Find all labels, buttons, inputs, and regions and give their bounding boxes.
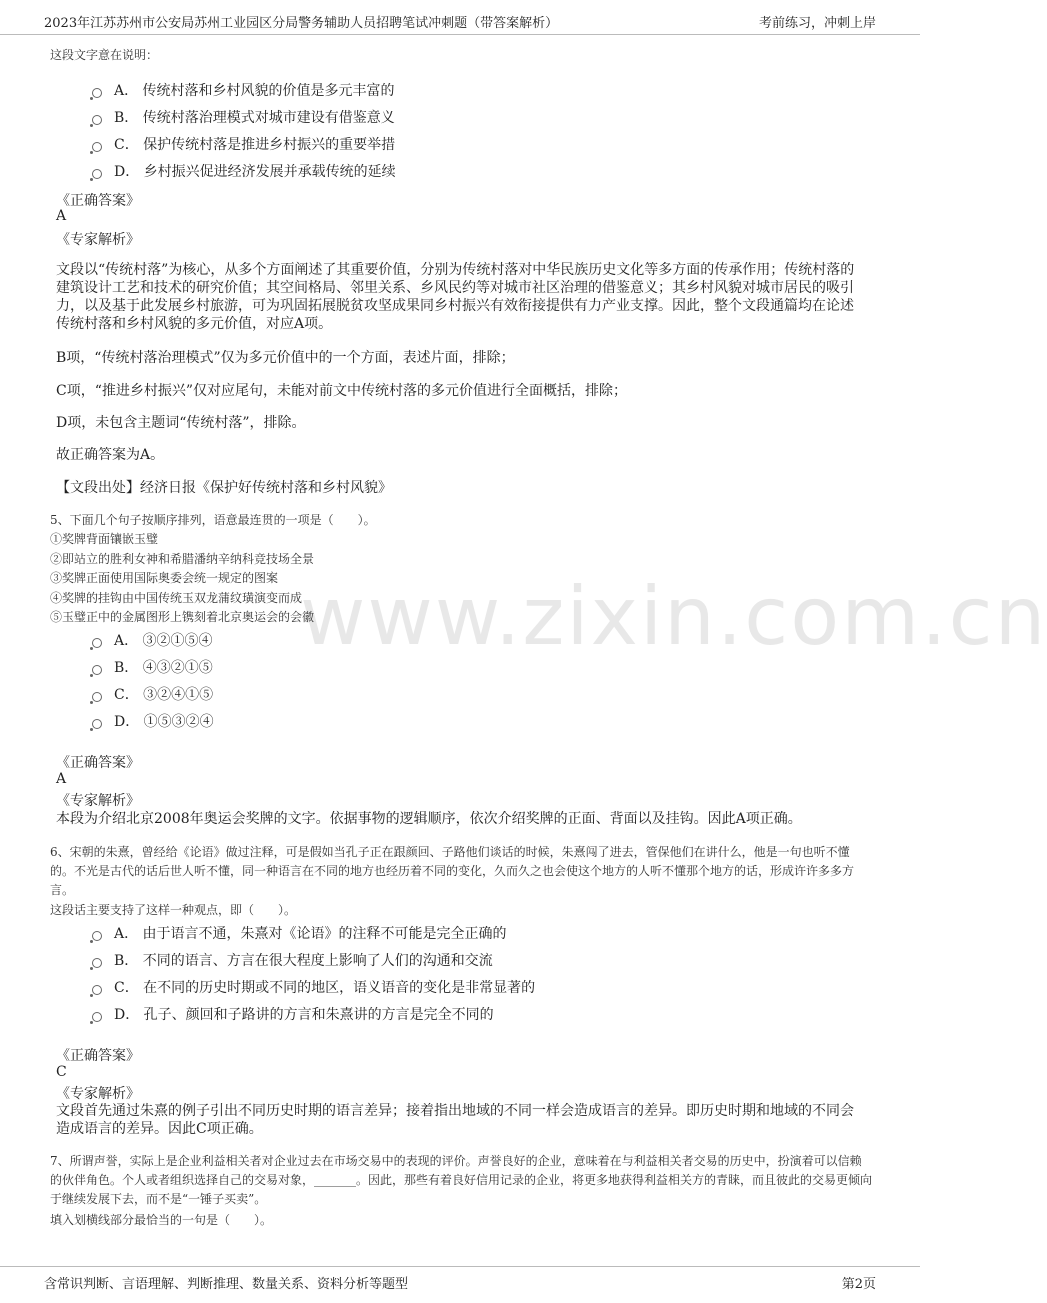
q6-answer: C	[56, 1064, 67, 1080]
q4-option-a[interactable]: A． 传统村落和乡村风貌的价值是多元丰富的	[92, 80, 395, 100]
q5-option-c[interactable]: C． ③②④①⑤	[92, 684, 213, 704]
q6-analysis: 文段首先通过朱熹的例子引出不同历史时期的语言差异；接着指出地域的不同一样会造成语言的差异。即历史时期和地域的不同会造成语言的差异。因此C项正确。	[56, 1103, 854, 1137]
q5-question: 5、下面几个句子按顺序排列，语意最连贯的一项是（ ）。	[50, 513, 376, 527]
radio-icon[interactable]	[92, 692, 102, 702]
q5-answer: A	[56, 771, 67, 787]
q4-conclusion: 故正确答案为A。	[56, 447, 165, 463]
radio-icon[interactable]	[92, 142, 102, 152]
page-header	[0, 0, 920, 35]
q5-analysis-label: 《专家解析》	[56, 793, 140, 809]
q5-item-4: ④奖牌的挂钩由中国传统玉双龙蒲纹璜演变而成	[50, 591, 303, 605]
q6-analysis-label: 《专家解析》	[56, 1086, 140, 1102]
q4-answer: A	[56, 208, 67, 224]
q5-item-3: ③奖牌正面使用国际奥委会统一规定的图案	[50, 571, 279, 585]
q4-option-d[interactable]: D． 乡村振兴促进经济发展并承载传统的延续	[92, 161, 396, 181]
q4-intro: 这段文字意在说明：	[50, 48, 159, 62]
document-title: 2023年江苏苏州市公安局苏州工业园区分局警务辅助人员招聘笔试冲刺题（带答案解析）	[44, 16, 559, 31]
header-slogan: 考前练习，冲刺上岸	[758, 16, 876, 31]
q5-option-b[interactable]: B． ④③②①⑤	[92, 657, 213, 677]
q4-analysis-label: 《专家解析》	[56, 232, 140, 248]
q6-prompt: 这段话主要支持了这样一种观点，即（ ）。	[50, 903, 297, 917]
radio-icon[interactable]	[92, 1012, 102, 1022]
q6-option-d[interactable]: D． 孔子、颜回和子路讲的方言和朱熹讲的方言是完全不同的	[92, 1004, 494, 1024]
q4-source: 【文段出处】经济日报《保护好传统村落和乡村风貌》	[56, 480, 392, 496]
q5-item-2: ②即站立的胜利女神和希腊潘纳辛纳科竞技场全景	[50, 552, 315, 566]
radio-icon[interactable]	[92, 638, 102, 648]
page-footer	[0, 1266, 920, 1303]
q6-answer-label: 《正确答案》	[56, 1048, 140, 1064]
q4-analysis-c: C项，“推进乡村振兴”仅对应尾句，未能对前文中传统村落的多元价值进行全面概括，排除；	[56, 383, 628, 399]
q7-question: 7、所谓声誉，实际上是企业利益相关者对企业过去在市场交易中的表现的评价。声誉良好的企业，意味着在与利益相关者交易的历史中，扮演着可以信赖的伙伴角色。个人或者组织选择自己的交易对象，_______。因此，那些有着良好信用记录的企业，将更多地获得利益相关方的青睐，而且彼此的交易更倾向于继续发展下去，而不是“一锤子买卖”。	[50, 1154, 873, 1206]
q5-item-5: ⑤玉璧正中的金属图形上镌刻着北京奥运会的会徽	[50, 610, 315, 624]
q4-answer-label: 《正确答案》	[56, 193, 140, 209]
page-number: 第2页	[841, 1277, 876, 1292]
radio-icon[interactable]	[92, 985, 102, 995]
q4-analysis-d: D项，未包含主题词“传统村落”，排除。	[56, 415, 306, 431]
q5-option-d[interactable]: D． ①⑤③②④	[92, 711, 214, 731]
footer-note: 含常识判断、言语理解、判断推理、数量关系、资料分析等题型	[44, 1277, 409, 1292]
radio-icon[interactable]	[92, 88, 102, 98]
q6-option-b[interactable]: B． 不同的语言、方言在很大程度上影响了人们的沟通和交流	[92, 950, 493, 970]
q6-option-c[interactable]: C． 在不同的历史时期或不同的地区，语义语音的变化是非常显著的	[92, 977, 535, 997]
q6-question: 6、宋朝的朱熹，曾经给《论语》做过注释，可是假如当孔子正在跟颜回、子路他们谈话的时候，朱熹闯了进去，管保他们在讲什么，他是一句也听不懂的。不光是古代的话后世人听不懂，同一种语言在不同的地方也经历着不同的变化，久而久之也会使这个地方的人听不懂那个地方的话，形成许许多多方言。	[50, 845, 855, 897]
q4-analysis-main: 文段以“传统村落”为核心，从多个方面阐述了其重要价值，分别为传统村落对中华民族历史文化等多方面的传承作用；传统村落的建筑设计工艺和技术的研究价值；其空间格局、邻里关系、乡风民约等对城市社区治理的借鉴意义；其乡村风貌对城市居民的吸引力，以及基于此发展乡村旅游，可为巩固拓展脱贫攻坚成果同乡村振兴有效衔接提供有力产业支撑。因此，整个文段通篇均在论述传统村落和乡村风貌的多元价值，对应A项。	[56, 262, 855, 332]
q5-option-a[interactable]: A． ③②①⑤④	[92, 630, 213, 650]
radio-icon[interactable]	[92, 719, 102, 729]
radio-icon[interactable]	[92, 169, 102, 179]
radio-icon[interactable]	[92, 115, 102, 125]
radio-icon[interactable]	[92, 958, 102, 968]
q5-answer-label: 《正确答案》	[56, 755, 140, 771]
q4-analysis-b: B项，“传统村落治理模式”仅为多元价值中的一个方面，表述片面，排除；	[56, 350, 515, 366]
radio-icon[interactable]	[92, 931, 102, 941]
q7-prompt: 填入划横线部分最恰当的一句是（ ）。	[50, 1213, 273, 1227]
q4-option-c[interactable]: C． 保护传统村落是推进乡村振兴的重要举措	[92, 134, 395, 154]
q6-option-a[interactable]: A． 由于语言不通，朱熹对《论语》的注释不可能是完全正确的	[92, 923, 507, 943]
watermark: www.zixin.com.cn	[300, 570, 1047, 663]
q4-option-b[interactable]: B． 传统村落治理模式对城市建设有借鉴意义	[92, 107, 395, 127]
radio-icon[interactable]	[92, 665, 102, 675]
q5-analysis: 本段为介绍北京2008年奥运会奖牌的文字。依据事物的逻辑顺序，依次介绍奖牌的正面、背面以及挂钩。因此A项正确。	[56, 811, 802, 827]
q5-item-1: ①奖牌背面镶嵌玉璧	[50, 532, 159, 546]
